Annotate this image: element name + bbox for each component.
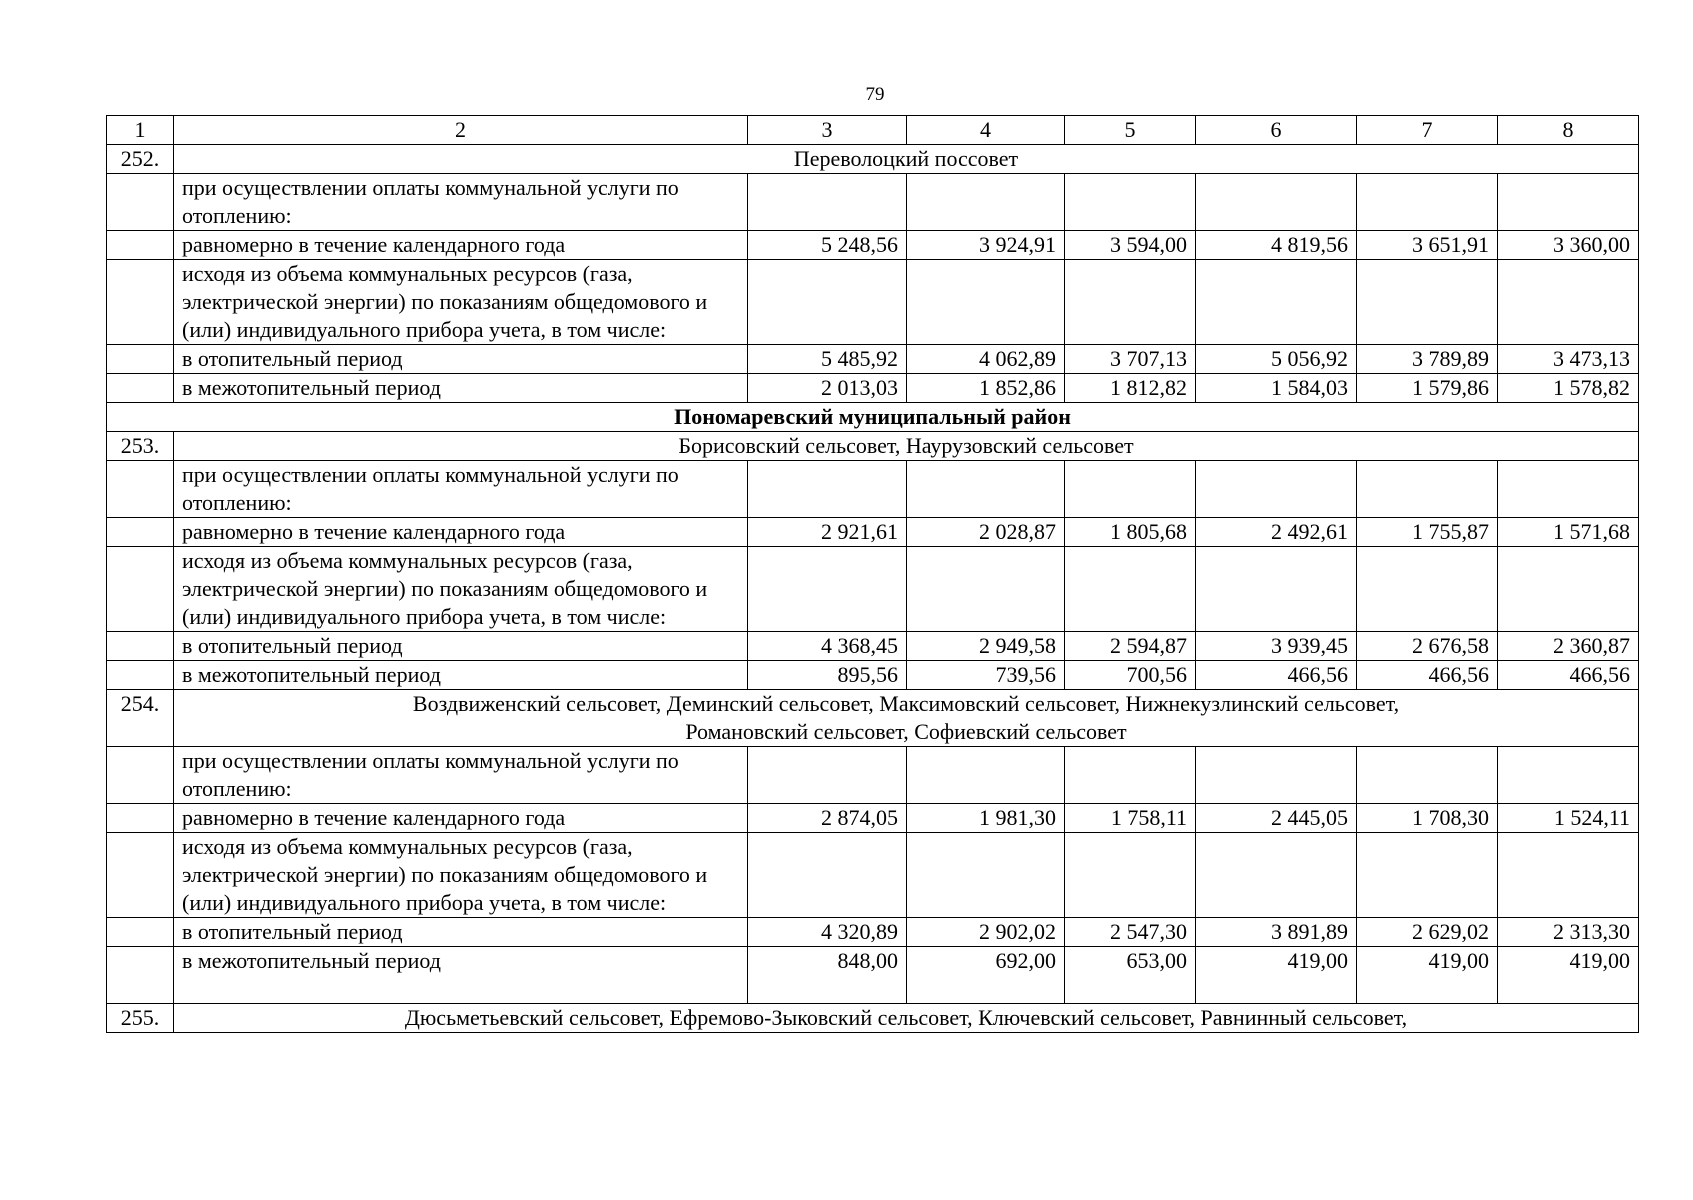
value-cell — [1196, 260, 1357, 345]
value-cell: 5 485,92 — [748, 345, 907, 374]
value-cell: 2 949,58 — [907, 632, 1065, 661]
district-title: Пономаревский муниципальный район — [107, 403, 1639, 432]
locality-title: Воздвиженский сельсовет, Деминский сельсовет, Максимовский сельсовет, Нижнекузлинский сельсовет, Романовский сельсовет, Софиевский сельсовет — [174, 690, 1639, 747]
row-label: равномерно в течение календарного года — [174, 518, 748, 547]
locality-header-row — [107, 432, 1639, 461]
empty-number-cell — [107, 947, 174, 1004]
value-cell — [748, 174, 907, 231]
value-cell — [907, 747, 1065, 804]
row-label: в межотопительный период — [174, 661, 748, 690]
locality-header-row — [107, 690, 1639, 747]
tariff-row — [107, 518, 1639, 547]
empty-number-cell — [107, 231, 174, 260]
value-cell: 419,00 — [1498, 947, 1639, 1004]
value-cell — [1498, 547, 1639, 632]
row-label: в отопительный период — [174, 345, 748, 374]
value-cell — [1498, 174, 1639, 231]
value-cell — [1065, 260, 1196, 345]
value-cell: 4 062,89 — [907, 345, 1065, 374]
value-cell — [1498, 833, 1639, 918]
tariff-row — [107, 174, 1639, 231]
column-header: 2 — [174, 116, 748, 145]
row-label: исходя из объема коммунальных ресурсов (газа, электрической энергии) по показаниям общедомового и (или) индивидуального прибора учета, в том числе: — [174, 260, 748, 345]
empty-number-cell — [107, 461, 174, 518]
value-cell: 3 473,13 — [1498, 345, 1639, 374]
row-label: исходя из объема коммунальных ресурсов (газа, электрической энергии) по показаниям общедомового и (или) индивидуального прибора учета, в том числе: — [174, 833, 748, 918]
value-cell — [1196, 174, 1357, 231]
locality-title: Дюсьметьевский сельсовет, Ефремово-Зыковский сельсовет, Ключевский сельсовет, Равнинный сельсовет, — [174, 1004, 1639, 1033]
row-label: равномерно в течение календарного года — [174, 804, 748, 833]
row-number: 253. — [107, 432, 174, 461]
value-cell — [1357, 260, 1498, 345]
value-cell: 3 891,89 — [1196, 918, 1357, 947]
value-cell: 1 755,87 — [1357, 518, 1498, 547]
empty-number-cell — [107, 345, 174, 374]
tariff-row — [107, 918, 1639, 947]
value-cell: 692,00 — [907, 947, 1065, 1004]
row-label: исходя из объема коммунальных ресурсов (газа, электрической энергии) по показаниям общедомового и (или) индивидуального прибора учета, в том числе: — [174, 547, 748, 632]
value-cell: 700,56 — [1065, 661, 1196, 690]
locality-title: Борисовский сельсовет, Наурузовский сельсовет — [174, 432, 1639, 461]
value-cell: 466,56 — [1357, 661, 1498, 690]
value-cell: 2 313,30 — [1498, 918, 1639, 947]
tariff-row — [107, 260, 1639, 345]
value-cell: 3 707,13 — [1065, 345, 1196, 374]
value-cell: 1 578,82 — [1498, 374, 1639, 403]
value-cell — [748, 461, 907, 518]
value-cell: 1 579,86 — [1357, 374, 1498, 403]
value-cell: 1 758,11 — [1065, 804, 1196, 833]
tariff-row — [107, 661, 1639, 690]
value-cell — [907, 547, 1065, 632]
value-cell — [1196, 547, 1357, 632]
locality-title: Переволоцкий поссовет — [174, 145, 1639, 174]
tariff-row — [107, 374, 1639, 403]
table-body — [107, 116, 1639, 1033]
value-cell: 1 708,30 — [1357, 804, 1498, 833]
value-cell: 2 028,87 — [907, 518, 1065, 547]
empty-number-cell — [107, 632, 174, 661]
value-cell — [1357, 547, 1498, 632]
value-cell: 419,00 — [1357, 947, 1498, 1004]
value-cell — [748, 260, 907, 345]
tariff-row — [107, 632, 1639, 661]
value-cell — [907, 174, 1065, 231]
value-cell: 2 013,03 — [748, 374, 907, 403]
value-cell — [748, 833, 907, 918]
tariff-row — [107, 747, 1639, 804]
tariff-table — [106, 115, 1639, 1033]
value-cell: 466,56 — [1498, 661, 1639, 690]
value-cell: 3 594,00 — [1065, 231, 1196, 260]
column-header: 3 — [748, 116, 907, 145]
value-cell: 1 805,68 — [1065, 518, 1196, 547]
value-cell: 3 924,91 — [907, 231, 1065, 260]
value-cell: 3 789,89 — [1357, 345, 1498, 374]
tariff-row — [107, 547, 1639, 632]
value-cell — [748, 747, 907, 804]
value-cell — [1357, 747, 1498, 804]
value-cell — [1065, 461, 1196, 518]
row-number: 252. — [107, 145, 174, 174]
value-cell — [1065, 174, 1196, 231]
value-cell — [1196, 461, 1357, 518]
value-cell: 2 547,30 — [1065, 918, 1196, 947]
column-header: 6 — [1196, 116, 1357, 145]
tariff-row — [107, 231, 1639, 260]
column-header: 5 — [1065, 116, 1196, 145]
empty-number-cell — [107, 747, 174, 804]
empty-number-cell — [107, 833, 174, 918]
tariff-row — [107, 947, 1639, 1004]
value-cell: 1 852,86 — [907, 374, 1065, 403]
value-cell: 2 360,87 — [1498, 632, 1639, 661]
empty-number-cell — [107, 260, 174, 345]
value-cell — [1498, 747, 1639, 804]
value-cell: 2 676,58 — [1357, 632, 1498, 661]
value-cell: 5 248,56 — [748, 231, 907, 260]
row-label: в межотопительный период — [174, 374, 748, 403]
value-cell: 4 368,45 — [748, 632, 907, 661]
empty-number-cell — [107, 918, 174, 947]
value-cell — [1498, 260, 1639, 345]
tariff-row — [107, 461, 1639, 518]
value-cell: 5 056,92 — [1196, 345, 1357, 374]
locality-header-row — [107, 1004, 1639, 1033]
value-cell — [748, 547, 907, 632]
row-label: равномерно в течение календарного года — [174, 231, 748, 260]
value-cell: 1 981,30 — [907, 804, 1065, 833]
column-header: 4 — [907, 116, 1065, 145]
value-cell: 1 571,68 — [1498, 518, 1639, 547]
row-label: в отопительный период — [174, 632, 748, 661]
row-number: 255. — [107, 1004, 174, 1033]
value-cell: 466,56 — [1196, 661, 1357, 690]
column-header: 7 — [1357, 116, 1498, 145]
locality-header-row — [107, 145, 1639, 174]
empty-number-cell — [107, 547, 174, 632]
empty-number-cell — [107, 374, 174, 403]
value-cell: 3 360,00 — [1498, 231, 1639, 260]
value-cell — [907, 461, 1065, 518]
empty-number-cell — [107, 174, 174, 231]
value-cell — [1357, 461, 1498, 518]
row-label: в межотопительный период — [174, 947, 748, 1004]
value-cell: 3 939,45 — [1196, 632, 1357, 661]
value-cell — [1357, 833, 1498, 918]
value-cell: 2 902,02 — [907, 918, 1065, 947]
value-cell: 653,00 — [1065, 947, 1196, 1004]
column-number-row — [107, 116, 1639, 145]
value-cell — [907, 260, 1065, 345]
value-cell — [1065, 833, 1196, 918]
empty-number-cell — [107, 661, 174, 690]
column-header: 8 — [1498, 116, 1639, 145]
value-cell: 419,00 — [1196, 947, 1357, 1004]
value-cell — [1357, 174, 1498, 231]
value-cell: 1 524,11 — [1498, 804, 1639, 833]
value-cell: 4 320,89 — [748, 918, 907, 947]
value-cell: 2 874,05 — [748, 804, 907, 833]
tariff-row — [107, 804, 1639, 833]
district-row — [107, 403, 1639, 432]
empty-number-cell — [107, 518, 174, 547]
value-cell: 2 492,61 — [1196, 518, 1357, 547]
tariff-row — [107, 833, 1639, 918]
tariff-row — [107, 345, 1639, 374]
value-cell: 2 629,02 — [1357, 918, 1498, 947]
row-label: при осуществлении оплаты коммунальной услуги по отоплению: — [174, 174, 748, 231]
page-number: 79 — [865, 84, 885, 105]
value-cell: 2 594,87 — [1065, 632, 1196, 661]
row-label: при осуществлении оплаты коммунальной услуги по отоплению: — [174, 747, 748, 804]
value-cell: 739,56 — [907, 661, 1065, 690]
value-cell: 1 812,82 — [1065, 374, 1196, 403]
value-cell — [1196, 747, 1357, 804]
value-cell: 3 651,91 — [1357, 231, 1498, 260]
value-cell — [907, 833, 1065, 918]
row-number: 254. — [107, 690, 174, 747]
value-cell — [1498, 461, 1639, 518]
value-cell: 4 819,56 — [1196, 231, 1357, 260]
value-cell: 1 584,03 — [1196, 374, 1357, 403]
value-cell: 895,56 — [748, 661, 907, 690]
value-cell — [1065, 547, 1196, 632]
value-cell — [1196, 833, 1357, 918]
empty-number-cell — [107, 804, 174, 833]
value-cell: 2 445,05 — [1196, 804, 1357, 833]
value-cell: 2 921,61 — [748, 518, 907, 547]
row-label: в отопительный период — [174, 918, 748, 947]
value-cell: 848,00 — [748, 947, 907, 1004]
column-header: 1 — [107, 116, 174, 145]
value-cell — [1065, 747, 1196, 804]
row-label: при осуществлении оплаты коммунальной услуги по отоплению: — [174, 461, 748, 518]
